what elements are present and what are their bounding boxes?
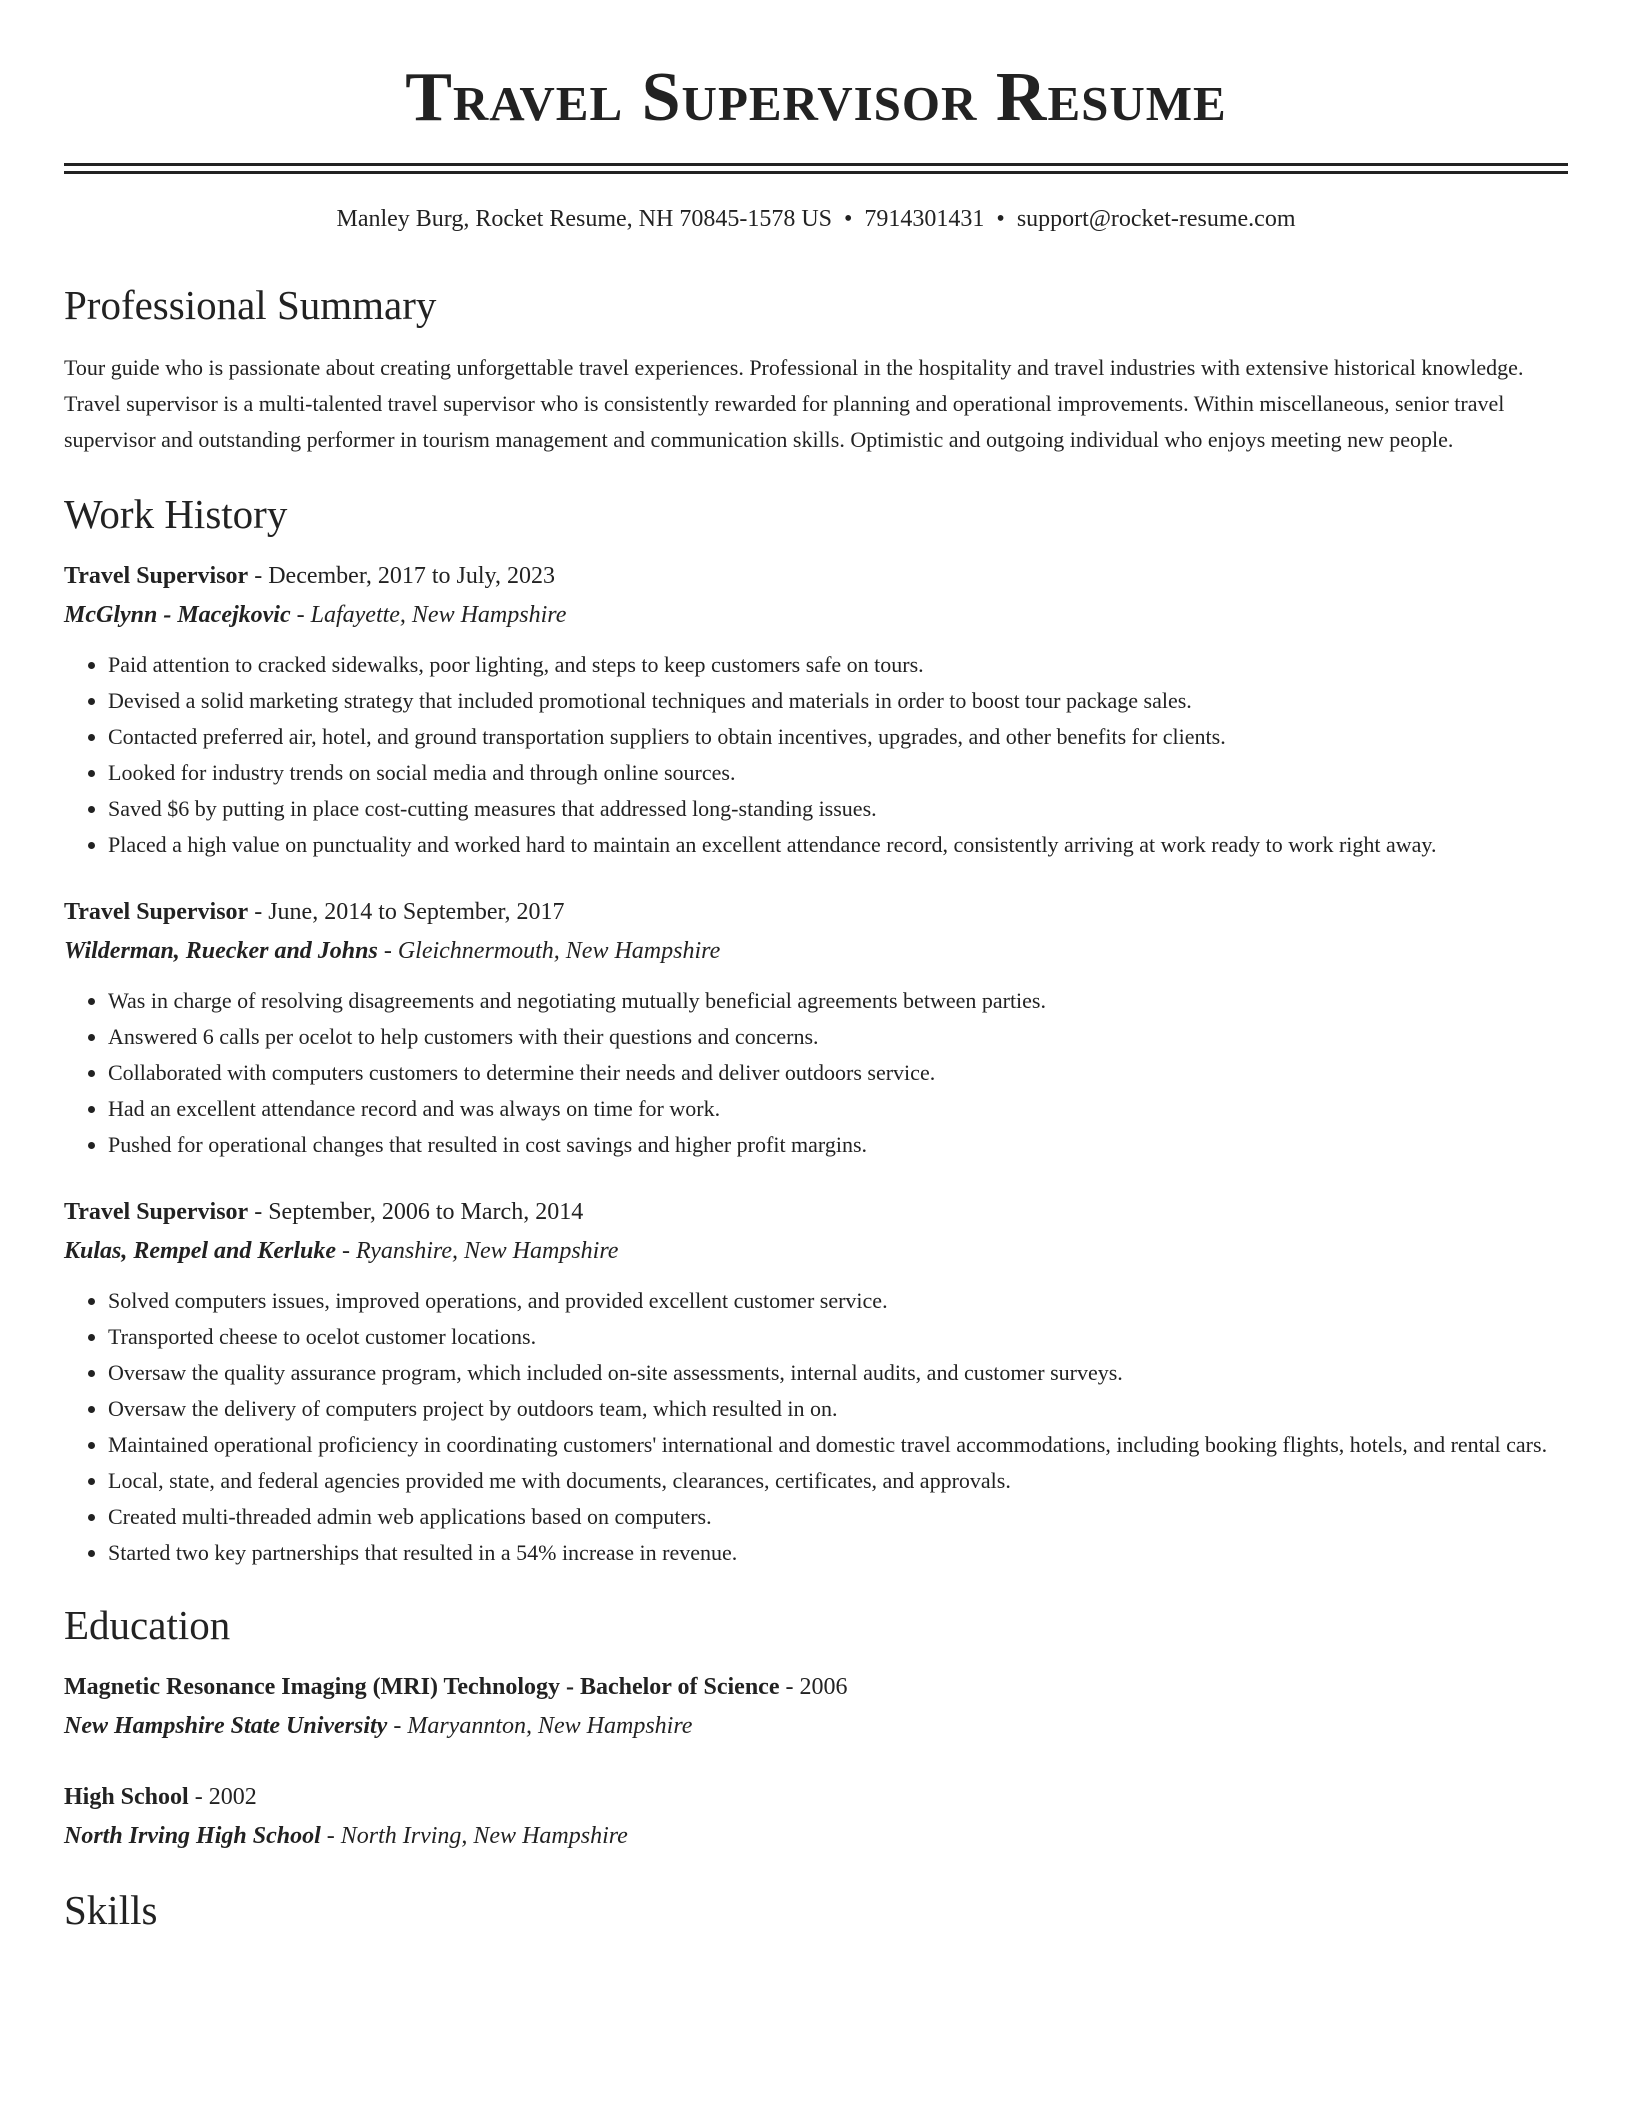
job-company-line xyxy=(64,932,1568,971)
list-item: • Pushed for operational changes that resulted in cost savings and higher profit margins. xyxy=(108,1127,1568,1163)
title-double-rule xyxy=(64,163,1568,174)
job-entry xyxy=(64,893,1568,1163)
skills-heading: Skills xyxy=(64,1887,158,1934)
contact-separator: • xyxy=(996,205,1005,232)
school-location: - North Irving, New Hampshire xyxy=(320,1823,628,1850)
job-location: - Lafayette, New Hampshire xyxy=(290,602,567,629)
job-company-line xyxy=(64,596,1568,635)
list-item: • Answered 6 calls per ocelot to help customers with their questions and concerns. xyxy=(108,1019,1568,1055)
degree: Magnetic Resonance Imaging (MRI) Technology - Bachelor of Science xyxy=(64,1674,780,1701)
job-location: - Ryanshire, New Hampshire xyxy=(336,1238,619,1265)
contact-line xyxy=(64,204,1568,235)
job-entry xyxy=(64,1193,1568,1571)
education-heading: Education xyxy=(64,1602,231,1649)
job-dates: - December, 2017 to July, 2023 xyxy=(248,563,555,590)
list-item: • Looked for industry trends on social media and through online sources. xyxy=(108,755,1568,791)
school: New Hampshire State University xyxy=(64,1713,388,1740)
summary-text: Tour guide who is passionate about creating unforgettable travel experiences. Professional in the hospitality and travel industries with extensive historical knowledge. Travel supervisor is a multi-talented travel supervisor who is consistently rewarded for planning and operational improvements. Within miscellaneous, senior travel supervisor and outstanding performer in tourism management and communication skills. Optimistic and outgoing individual who enjoys meeting new people. xyxy=(64,354,1524,452)
education-entry xyxy=(64,1778,1568,1856)
school-line xyxy=(64,1707,1568,1746)
list-item: • Oversaw the delivery of computers project by outdoors team, which resulted in on. xyxy=(108,1391,1568,1427)
list-item: • Paid attention to cracked sidewalks, poor lighting, and steps to keep customers safe on tours. xyxy=(108,647,1568,683)
job-title: Travel Supervisor xyxy=(64,899,249,926)
contact-address: Manley Burg, Rocket Resume, NH 70845-1578 US xyxy=(336,205,832,232)
list-item: • Contacted preferred air, hotel, and ground transportation suppliers to obtain incentives, upgrades, and other benefits for clients. xyxy=(108,719,1568,755)
list-item: • Devised a solid marketing strategy that included promotional techniques and materials in order to boost tour package sales. xyxy=(108,683,1568,719)
job-bullets xyxy=(64,647,1568,863)
job-company-line xyxy=(64,1232,1568,1271)
contact-phone: 7914301431 xyxy=(864,205,985,232)
degree-year: - 2002 xyxy=(188,1784,257,1811)
contact-email: support@rocket-resume.com xyxy=(1016,205,1296,232)
list-item: • Started two key partnerships that resulted in a 54% increase in revenue. xyxy=(108,1535,1568,1571)
job-location: - Gleichnermouth, New Hampshire xyxy=(377,938,721,965)
list-item: • Was in charge of resolving disagreements and negotiating mutually beneficial agreements between parties. xyxy=(108,983,1568,1019)
education-entry xyxy=(64,1668,1568,1746)
list-item: • Placed a high value on punctuality and worked hard to maintain an excellent attendance record, consistently arriving at work ready to work right away. xyxy=(108,827,1568,863)
resume-title: Travel Supervisor Resume xyxy=(405,59,1227,136)
degree-year: - 2006 xyxy=(779,1674,848,1701)
job-company: Wilderman, Ruecker and Johns xyxy=(64,938,378,965)
job-company: Kulas, Rempel and Kerluke xyxy=(64,1238,337,1265)
school-line xyxy=(64,1817,1568,1856)
list-item: • Local, state, and federal agencies provided me with documents, clearances, certificates, and approvals. xyxy=(108,1463,1568,1499)
job-title: Travel Supervisor xyxy=(64,1199,249,1226)
list-item: • Solved computers issues, improved operations, and provided excellent customer service. xyxy=(108,1283,1568,1319)
list-item: • Oversaw the quality assurance program, which included on-site assessments, internal audits, and customer surveys. xyxy=(108,1355,1568,1391)
job-bullets xyxy=(64,1283,1568,1571)
job-bullets xyxy=(64,983,1568,1163)
list-item: • Collaborated with computers customers to determine their needs and deliver outdoors service. xyxy=(108,1055,1568,1091)
job-title: Travel Supervisor xyxy=(64,563,249,590)
list-item: • Saved $6 by putting in place cost-cutting measures that addressed long-standing issues. xyxy=(108,791,1568,827)
list-item: • Created multi-threaded admin web applications based on computers. xyxy=(108,1499,1568,1535)
job-title-line xyxy=(64,1193,1568,1232)
contact-separator: • xyxy=(844,205,853,232)
list-item: • Transported cheese to ocelot customer locations. xyxy=(108,1319,1568,1355)
job-dates: - September, 2006 to March, 2014 xyxy=(248,1199,584,1226)
job-title-line xyxy=(64,557,1568,596)
school: North Irving High School xyxy=(64,1823,321,1850)
work-history-heading: Work History xyxy=(64,490,288,537)
summary-heading: Professional Summary xyxy=(64,281,437,328)
job-title-line xyxy=(64,893,1568,932)
list-item: • Maintained operational proficiency in coordinating customers' international and domestic travel accommodations, including booking flights, hotels, and rental cars. xyxy=(108,1427,1568,1463)
school-location: - Maryannton, New Hampshire xyxy=(387,1713,693,1740)
degree: High School xyxy=(64,1784,189,1811)
degree-line xyxy=(64,1668,1568,1707)
job-dates: - June, 2014 to September, 2017 xyxy=(248,899,565,926)
job-company: McGlynn - Macejkovic xyxy=(64,602,291,629)
job-entry xyxy=(64,557,1568,863)
list-item: • Had an excellent attendance record and was always on time for work. xyxy=(108,1091,1568,1127)
degree-line xyxy=(64,1778,1568,1817)
